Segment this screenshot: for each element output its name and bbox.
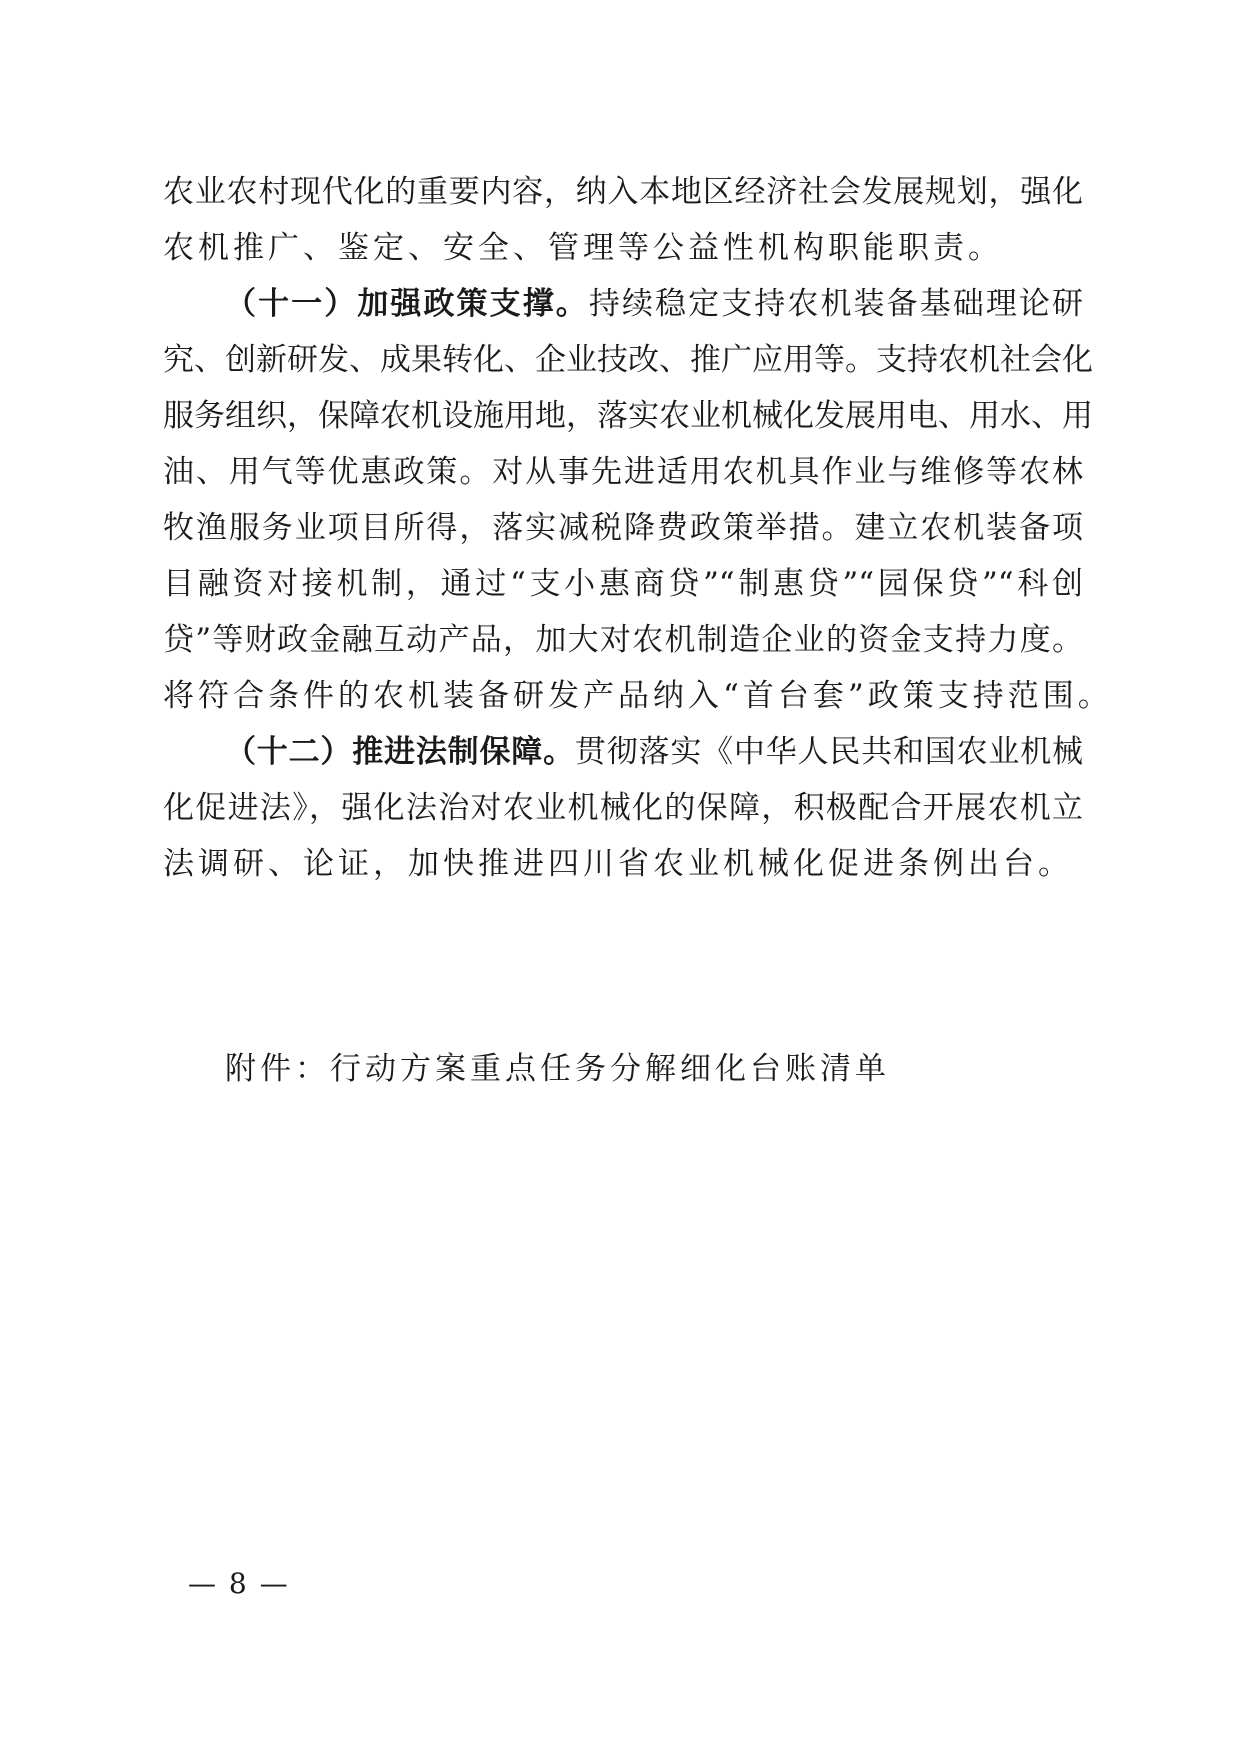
paragraph-line: 贷”等财政金融互动产品，加大对农机制造企业的资金支持力度。 — [163, 622, 1083, 658]
attachment-note: 附件：行动方案重点任务分解细化台账清单 — [225, 1051, 890, 1087]
paragraph-line: 服务组织，保障农机设施用地，落实农业机械化发展用电、用水、用 — [163, 398, 1093, 434]
section-12-first-line — [225, 732, 1083, 772]
section-11-first-line-text: 持续稳定支持农机装备基础理论研 — [588, 286, 1084, 322]
paragraph-line: 农机推广、鉴定、安全、管理等公益性机构职能职责。 — [163, 230, 1003, 266]
paragraph-line: 究、创新研发、成果转化、企业技改、推广应用等。支持农机社会化 — [163, 342, 1093, 378]
paragraph-line: 油、用气等优惠政策。对从事先进适用农机具作业与维修等农林 — [163, 454, 1083, 490]
section-11-heading: （十一）加强政策支撑。 — [225, 286, 589, 322]
paragraph-line: 目融资对接机制，通过“支小惠商贷”“制惠贷”“园保贷”“科创 — [163, 566, 1083, 602]
page-number: — 8 — — [188, 1567, 290, 1600]
paragraph-line: 将符合条件的农机装备研发产品纳入“首台套”政策支持范围。 — [163, 678, 1113, 714]
paragraph-line: 法调研、论证，加快推进四川省农业机械化促进条例出台。 — [163, 846, 1073, 882]
paragraph-line: 农业农村现代化的重要内容，纳入本地区经济社会发展规划，强化 — [163, 174, 1083, 210]
paragraph-line: 化促进法》，强化法治对农业机械化的保障，积极配合开展农机立 — [163, 790, 1083, 826]
section-11-first-line — [225, 284, 1083, 324]
paragraph-line: 牧渔服务业项目所得，落实减税降费政策举措。建立农机装备项 — [163, 510, 1083, 546]
section-12-heading: （十二）推进法制保障。 — [225, 734, 575, 770]
section-12-first-line-text: 贯彻落实《中华人民共和国农业机械 — [574, 734, 1084, 770]
